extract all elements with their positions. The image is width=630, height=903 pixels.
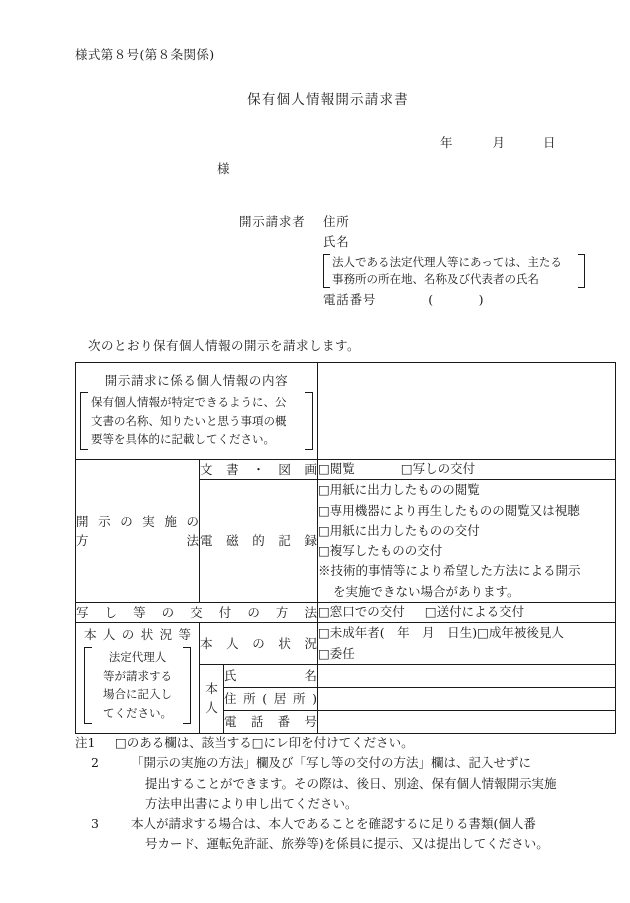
self-address-label: 住所(居所)	[224, 687, 318, 710]
content-instruction-text	[88, 392, 305, 450]
checkbox-option-device-playback[interactable]: □専用機器により再生したものの閲覧又は視聴	[318, 502, 580, 518]
checkbox-option-minor[interactable]: □未成年者( 年 月 日生)	[318, 625, 478, 641]
date-line	[440, 134, 556, 153]
checkbox-option-adult-ward[interactable]: □成年被後見人	[477, 625, 564, 641]
self-name-input[interactable]	[318, 664, 616, 687]
person-status-note	[84, 647, 191, 724]
requester-note-line-1: 法人である法定代理人等にあっては、主たる	[332, 254, 562, 269]
method-electromagnetic-options	[318, 480, 616, 603]
copy-delivery-options	[318, 602, 616, 622]
content-instruction-note	[80, 392, 313, 450]
footnote-2-line-3: 方法申出書により申し出てください。	[145, 795, 358, 811]
footnote-3-body	[131, 814, 623, 855]
requester-address-label: 住所	[323, 214, 350, 229]
bracket-right-icon	[305, 392, 313, 450]
checkbox-option-print-delivery[interactable]: □用紙に出力したものの交付	[318, 522, 480, 538]
self-label-char-2: 人	[205, 699, 218, 715]
footnote-3-line-1: 本人が請求する場合は、本人であることを確認するに足りる書類(個人番	[131, 816, 536, 831]
person-status-sublabel: 本人の状況	[200, 623, 318, 665]
checkbox-option-mail-delivery[interactable]: □送付による交付	[424, 604, 525, 620]
table-row-method-documents	[76, 460, 616, 480]
footnote-2-number: 2	[91, 755, 99, 771]
method-caution-line-2: を実施できない場合があります。	[333, 583, 520, 599]
person-note-line-3: 場合に記入し	[103, 687, 172, 702]
method-electromagnetic-label: 電磁的記録	[200, 480, 318, 603]
footnote-2-line-2: 提出することができます。その際は、後日、別途、保有個人情報開示実施	[145, 775, 557, 791]
method-documents-options	[318, 460, 616, 480]
method-label-cell	[76, 460, 200, 603]
date-month-label: 月	[492, 135, 506, 150]
self-address-input[interactable]	[318, 687, 616, 710]
person-note-line-1: 法定代理人	[108, 650, 167, 664]
bracket-left	[323, 254, 330, 288]
method-documents-label: 文書・図画	[200, 460, 318, 480]
footnote-1-num: 1	[87, 735, 96, 750]
footnote-3-number: 3	[91, 816, 99, 831]
requester-block-label: 開示請求者	[239, 214, 306, 229]
person-note-line-4: てください。	[103, 705, 172, 720]
page-title: 保有個人情報開示請求書	[247, 92, 409, 108]
form-number: 様式第８号(第８条関係)	[75, 47, 215, 62]
footnote-3	[75, 814, 623, 855]
method-label-line-1: 開示の実施の	[76, 513, 199, 529]
requester-phone-row	[239, 290, 585, 310]
date-day-label: 日	[543, 135, 556, 150]
footnote-1-body	[115, 733, 623, 753]
checkbox-option-print-view[interactable]: □用紙に出力したものの閲覧	[318, 482, 480, 498]
footnotes	[75, 733, 623, 855]
checkbox-option-delegation[interactable]: □委任	[318, 645, 355, 661]
footnote-1	[75, 733, 623, 753]
content-label-cell	[76, 363, 318, 460]
requester-note-line-2: 事務所の所在地、名称及び代表者の氏名	[332, 271, 539, 286]
addressee-label: 様	[217, 161, 230, 176]
footnote-2-body	[131, 753, 623, 814]
person-status-options	[318, 623, 616, 665]
checkbox-option-duplicate-delivery[interactable]: □複写したものの交付	[318, 543, 443, 559]
requester-block	[239, 212, 585, 310]
copy-delivery-label: 写し等の交付の方法	[76, 602, 318, 622]
table-row-person-status	[76, 623, 616, 665]
person-status-note-text	[92, 647, 183, 724]
content-input-cell[interactable]	[318, 363, 616, 460]
footnote-label: 注	[75, 735, 88, 750]
date-year-label: 年	[440, 135, 453, 150]
self-phone-label: 電話番号	[224, 710, 318, 733]
status-options-line-1	[318, 623, 615, 643]
requester-address-row	[239, 212, 585, 232]
requester-name-row	[239, 232, 585, 252]
person-status-label-cell	[76, 623, 200, 734]
requester-corporate-note-text	[330, 254, 578, 288]
footnote-2-line-1: 「開示の実施の方法」欄及び「写し等の交付の方法」欄は、記入せずに	[131, 755, 532, 771]
requester-corporate-note	[323, 254, 585, 288]
checkbox-option-counter-delivery[interactable]: □窓口での交付	[318, 604, 405, 620]
checkbox-option-view[interactable]: □閲覧	[318, 461, 355, 477]
method-label-line-2: 方 法	[76, 532, 199, 548]
checkbox-option-copy-delivery[interactable]: □写しの交付	[400, 461, 476, 477]
lead-in-sentence: 次のとおり保有個人情報の開示を請求します。	[88, 338, 361, 353]
self-name-label: 氏 名	[224, 664, 318, 687]
table-row-content	[76, 363, 616, 460]
table-row-copy-delivery	[76, 602, 616, 622]
footnote-2	[75, 753, 623, 814]
self-vertical-label	[200, 664, 224, 733]
self-label-char-1: 本	[205, 681, 218, 696]
footnote-3-line-2: 号カード、運転免許証、旅券等)を係員に提示、又は提出してください。	[145, 836, 549, 852]
self-phone-input[interactable]	[318, 710, 616, 733]
footnote-1-line-1: □のある欄は、該当する□にレ印を付けてください。	[115, 735, 414, 750]
person-status-label: 本人の状況等	[84, 627, 191, 643]
requester-phone-paren: ( )	[428, 291, 486, 307]
method-caution-line-1: ※技術的事情等により希望した方法による開示	[318, 563, 581, 579]
bracket-right-icon-2	[183, 647, 191, 724]
bracket-right	[578, 254, 585, 288]
bracket-left-icon-2	[84, 647, 92, 724]
requester-name-label: 氏名	[323, 234, 350, 250]
request-form-table	[75, 362, 616, 734]
footnote-1-number	[75, 733, 115, 753]
content-note-line-2: 文書の名称、知りたいと思う事項の概	[91, 413, 287, 428]
bracket-left-icon	[80, 392, 88, 450]
content-note-line-3: 要等を具体的に記載してください。	[91, 432, 275, 447]
content-heading: 開示請求に係る個人情報の内容	[104, 373, 289, 389]
person-note-line-2: 等が請求する	[103, 668, 172, 683]
requester-phone-label: 電話番号	[323, 291, 377, 307]
content-note-line-1: 保有個人情報が特定できるように、公	[91, 394, 287, 409]
